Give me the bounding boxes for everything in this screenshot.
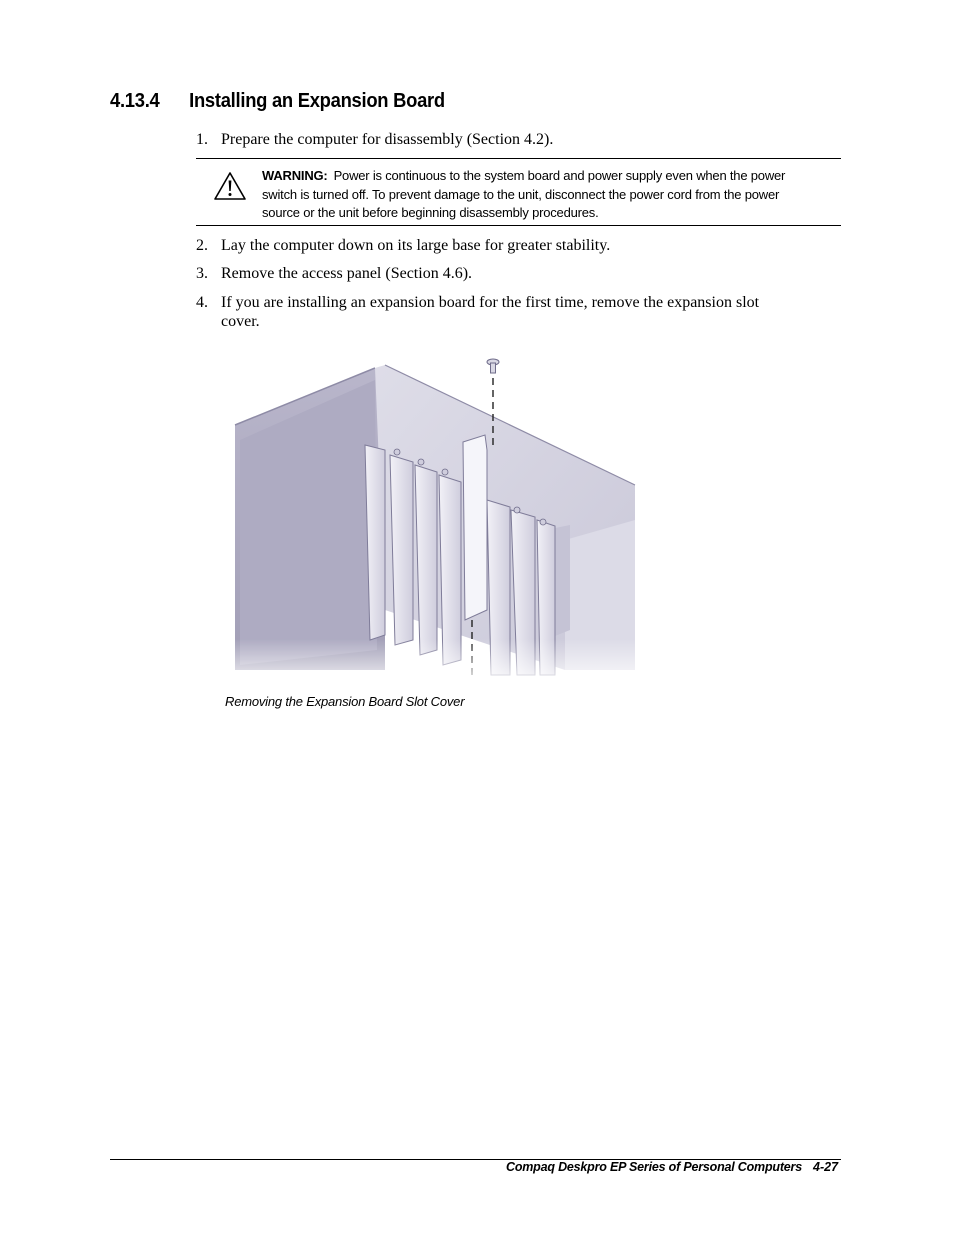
step-text-line-2: cover. xyxy=(221,313,260,330)
warning-line-3: source or the unit before beginning disassembly procedures. xyxy=(262,205,599,220)
warning-text xyxy=(262,167,822,223)
step-number: 4. xyxy=(196,294,208,311)
warning-line-1: Power is continuous to the system board and power supply even when the power xyxy=(333,168,786,183)
section-number: 4.13.4 xyxy=(110,90,160,112)
page-number: 4-27 xyxy=(813,1160,839,1174)
warning-label: WARNING: xyxy=(262,168,328,183)
warning-triangle-icon xyxy=(213,171,247,201)
step-text: Remove the access panel (Section 4.6). xyxy=(221,265,473,282)
step-text: Prepare the computer for disassembly (Section 4.2). xyxy=(221,131,554,148)
section-title: Installing an Expansion Board xyxy=(189,90,445,112)
expansion-board-illustration xyxy=(225,350,643,690)
section-heading xyxy=(110,90,445,113)
figure-caption: Removing the Expansion Board Slot Cover xyxy=(225,694,465,709)
step-number: 1. xyxy=(196,131,208,148)
footer-title: Compaq Deskpro EP Series of Personal Computers xyxy=(506,1160,802,1174)
step-text-line-1: If you are installing an expansion board for the first time, remove the expansion slot xyxy=(221,294,760,311)
warning-box xyxy=(196,158,841,226)
step-text: Lay the computer down on its large base for greater stability. xyxy=(221,237,611,254)
step-number: 2. xyxy=(196,237,208,254)
warning-line-2: switch is turned off. To prevent damage to the unit, disconnect the power cord from the power xyxy=(262,186,780,202)
step-number: 3. xyxy=(196,265,208,282)
